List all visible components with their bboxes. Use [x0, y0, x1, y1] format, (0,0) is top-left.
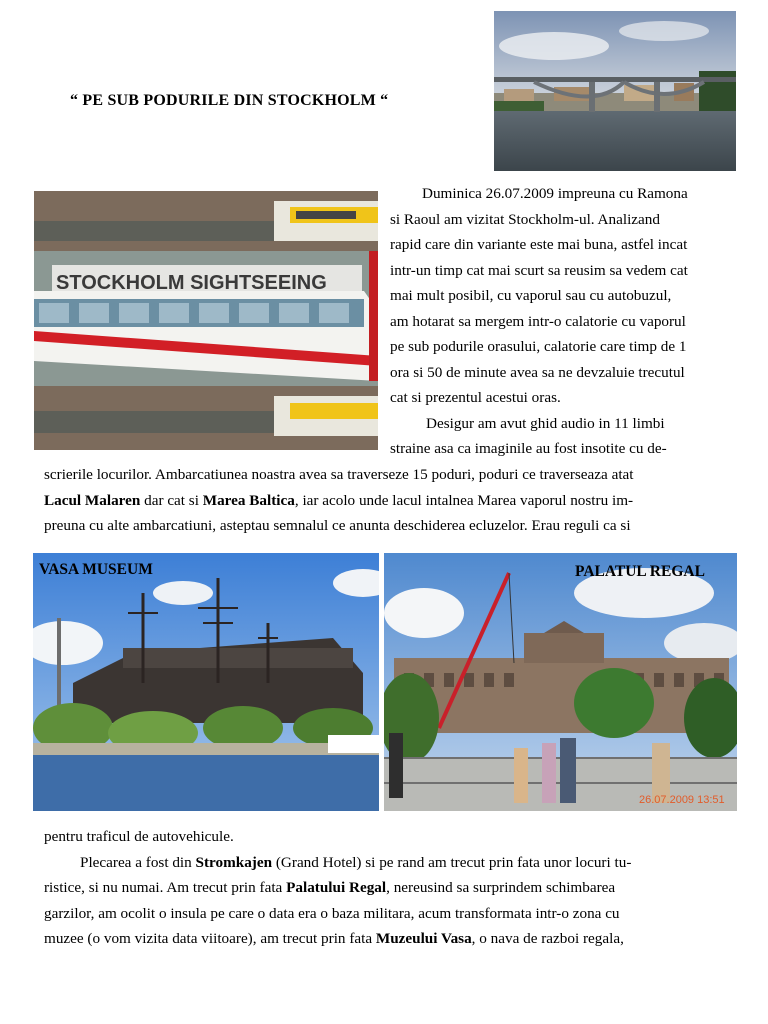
- text-line: garzilor, am ocolit o insula pe care o data era o baza militara, acum transformata intr-o zona cu: [44, 904, 620, 922]
- intro-paragraph-side: [390, 181, 735, 462]
- text-line: ora si 50 de minute avea sa ne devzaluie trecutul: [390, 363, 685, 381]
- text-line: pentru traficul de autovehicule.: [44, 828, 234, 845]
- text-span: dar cat si: [140, 491, 203, 509]
- text-line: intr-un timp cat mai scurt sa reusim sa vedem cat: [390, 261, 688, 279]
- text-span: Plecarea a fost din: [80, 853, 196, 871]
- boat-sign-text: STOCKHOLM SIGHTSEEING: [56, 272, 327, 294]
- paragraph-2-continued: [44, 462, 736, 539]
- text-line: preuna cu alte ambarcatiuni, asteptau semnalul ce anunta deschiderea ecluzelor. Erau reguli ca si: [44, 517, 631, 534]
- text-line: am hotarat sa mergem intr-o calatorie cu vaporul: [390, 312, 686, 330]
- text-line: [44, 850, 736, 876]
- text-span: muzee (o vom vizita data viitoare), am trecut prin fata: [44, 930, 376, 947]
- paragraph-3: [44, 824, 736, 952]
- text-line: Duminica 26.07.2009 impreuna cu Ramona: [422, 185, 688, 202]
- text-line: si Raoul am vizitat Stockholm-ul. Analizand: [390, 210, 660, 228]
- vasa-museum-photo: [33, 553, 379, 811]
- vasa-museum-caption: VASA MUSEUM: [39, 561, 153, 578]
- photo-timestamp: 26.07.2009 13:51: [639, 794, 725, 806]
- text-line: [44, 488, 736, 514]
- bridge-photo: [494, 11, 736, 171]
- bold-term: Lacul Malaren: [44, 491, 141, 509]
- sightseeing-boat-photo: [34, 191, 378, 450]
- bold-term: Palatului Regal: [286, 879, 387, 896]
- text-span: ristice, si nu numai. Am trecut prin fata: [44, 879, 287, 896]
- bold-term: Muzeului Vasa: [375, 930, 472, 947]
- text-line: pe sub podurile orasului, calatorie care timp de 1: [390, 338, 687, 355]
- palatul-regal-caption: PALATUL REGAL: [575, 563, 705, 580]
- text-line: scrierile locurilor. Ambarcatiunea noastra avea sa traverseze 15 poduri, poduri ce traverseaza atat: [44, 466, 634, 483]
- text-line: Desigur am avut ghid audio in 11 limbi: [426, 414, 665, 432]
- text-span: , nereusind sa surprindem schimbarea: [386, 879, 616, 896]
- text-line: rapid care din variante este mai buna, astfel incat: [390, 236, 688, 253]
- text-span: , iar acolo unde lacul intalnea Marea vaporul nostru im-: [294, 491, 634, 509]
- bold-term: Marea Baltica: [202, 491, 295, 509]
- page-title: “ PE SUB PODURILE DIN STOCKHOLM “: [70, 92, 389, 109]
- text-line: [44, 926, 736, 952]
- palatul-regal-photo: [384, 553, 737, 811]
- text-span: , o nava de razboi regala,: [471, 930, 624, 947]
- text-span: (Grand Hotel) si pe rand am trecut prin fata unor locuri tu-: [272, 853, 632, 871]
- text-line: mai mult posibil, cu vaporul sau cu autobuzul,: [390, 287, 672, 304]
- text-line: cat si prezentul acestui oras.: [390, 389, 561, 406]
- text-line: [44, 875, 736, 901]
- bold-term: Stromkajen: [195, 853, 273, 871]
- text-line: straine asa ca imaginile au fost insotite cu de-: [390, 440, 667, 457]
